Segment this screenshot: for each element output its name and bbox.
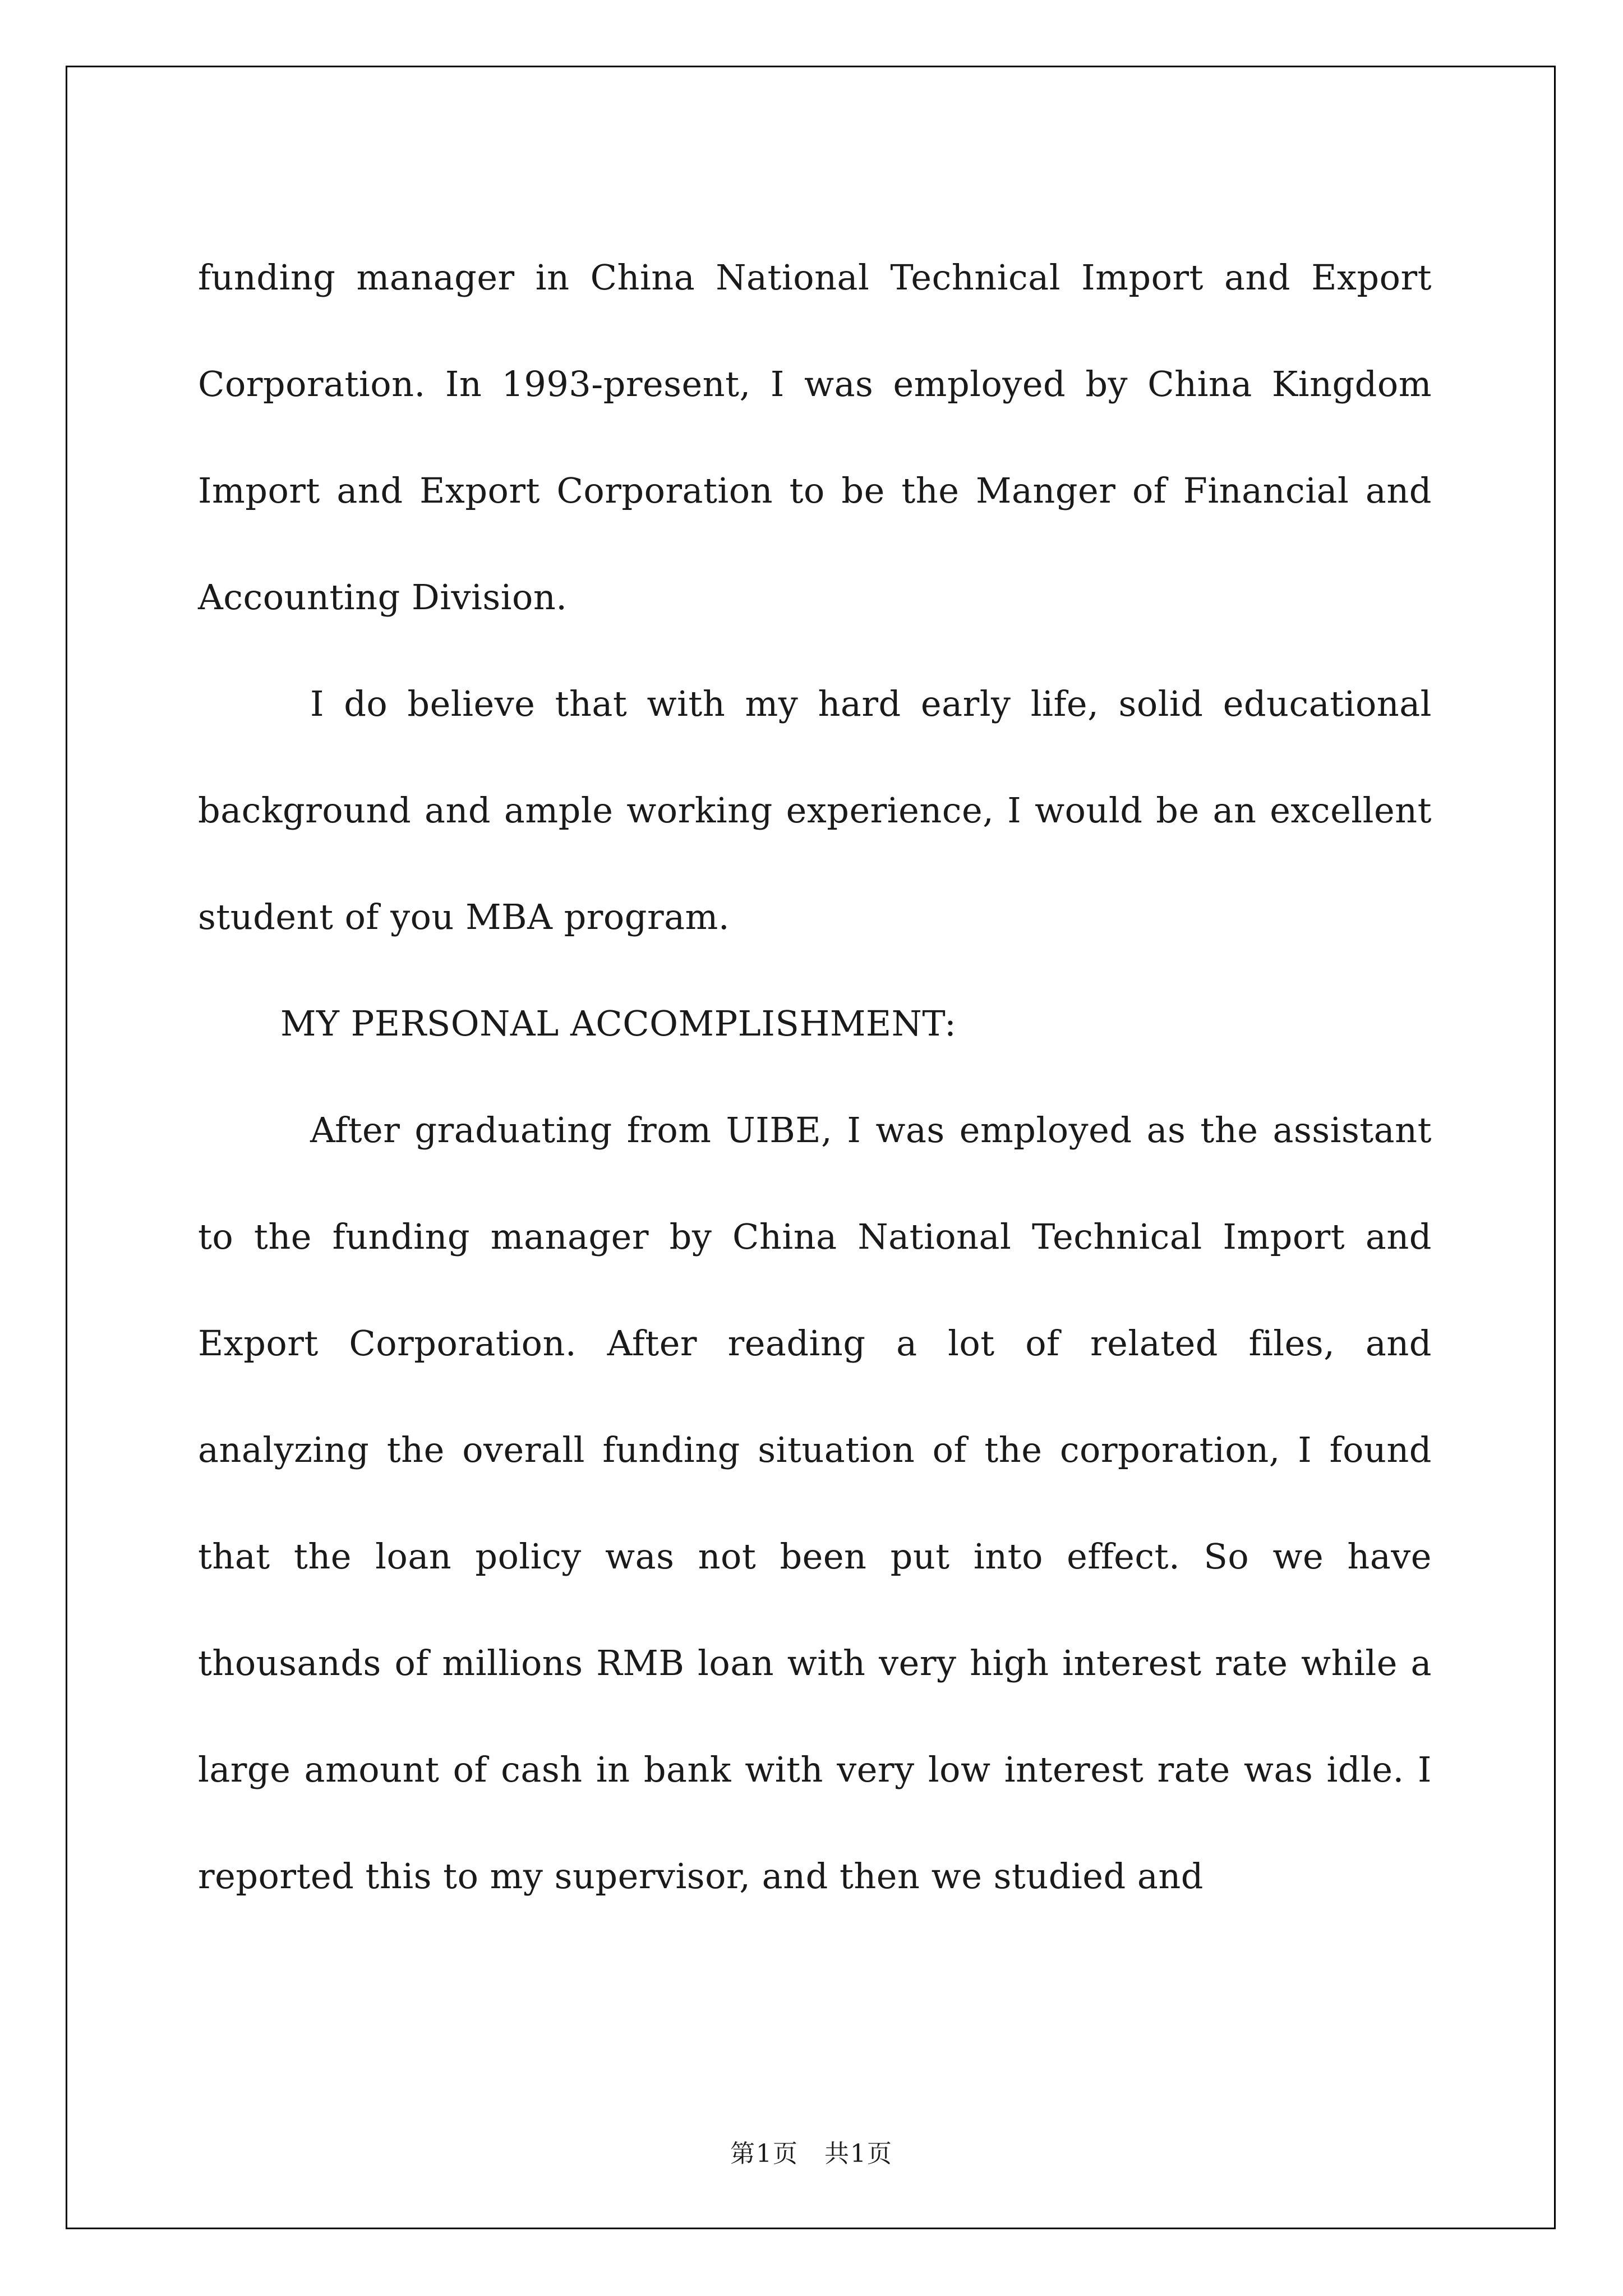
paragraph-accomplishment: After graduating from UIBE, I was employed as the assistant to the funding manager by China National Technical Import and Export Corporation. After reading a lot of related files, and analyzing the overall funding situation of the corporation, I found that the loan policy was not been put into effect. So we have thousands of millions RMB loan with very high interest rate while a large amount of cash in bank with very low interest rate was idle. I reported this to my supervisor, and then we studied and: [198, 1110, 1432, 1897]
paragraph-belief-statement: I do believe that with my hard early life, solid educational background and ample working experience, I would be an excellent student of you MBA program.: [198, 683, 1432, 937]
section-heading: MY PERSONAL ACCOMPLISHMENT:: [280, 1003, 957, 1044]
document-body: [198, 224, 1432, 1930]
page-number-footer: 第1页 共1页: [730, 2139, 893, 2168]
paragraph-career-history: funding manager in China National Technical Import and Export Corporation. In 1993-present, I was employed by China Kingdom Import and Export Corporation to be the Manger of Financial and Accounting Division.: [198, 257, 1432, 618]
